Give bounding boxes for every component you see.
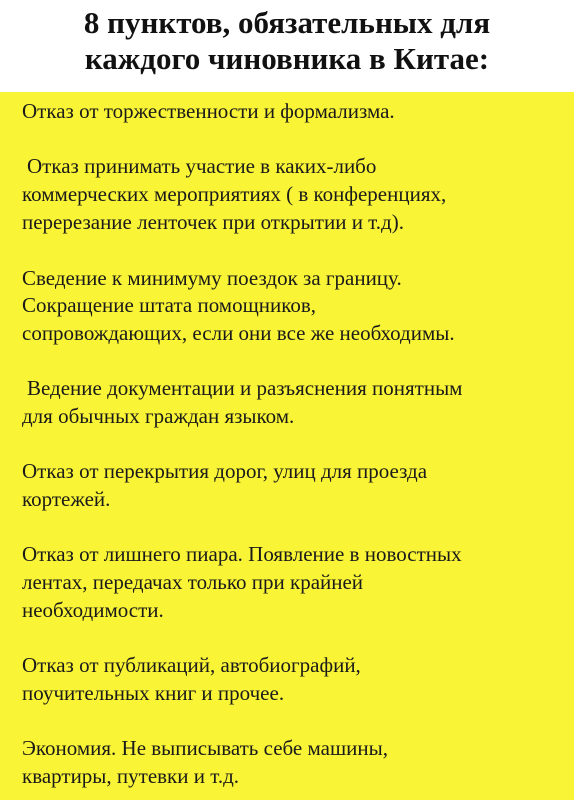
points-panel <box>0 92 574 800</box>
point-3-line-3: сопровождающих, если они все же необходимы. <box>22 321 455 345</box>
point-3-line-2: Сокращение штата помощников, <box>22 293 317 317</box>
point-2-line-2: коммерческих мероприятиях ( в конференциях, <box>22 182 447 206</box>
point-6-line-1: Отказ от лишнего пиара. Появление в новостных <box>22 542 462 566</box>
point-4-line-1: Ведение документации и разъяснения понятным <box>27 376 463 400</box>
point-8-line-2: квартиры, путевки и т.д. <box>22 764 240 788</box>
page-title-line-1: 8 пунктов, обязательных для <box>83 5 491 40</box>
point-1-line-1: Отказ от торжественности и формализма. <box>22 99 395 123</box>
point-3-line-1: Сведение к минимуму поездок за границу. <box>22 266 402 290</box>
point-2-line-3: перерезание ленточек при открытии и т.д). <box>22 210 404 234</box>
point-5-line-1: Отказ от перекрытия дорог, улиц для проезда <box>22 459 428 483</box>
point-7-line-1: Отказ от публикаций, автобиографий, <box>22 653 361 677</box>
point-7-line-2: поучительных книг и прочее. <box>22 681 285 705</box>
header-banner <box>0 0 574 92</box>
point-4-line-2: для обычных граждан языком. <box>22 404 295 428</box>
point-8-line-1: Экономия. Не выписывать себе машины, <box>22 736 388 760</box>
point-5-line-2: кортежей. <box>22 487 111 511</box>
point-6-line-2: лентах, передачах только при крайней <box>22 570 364 594</box>
point-6-line-3: необходимости. <box>22 598 164 622</box>
point-2-line-1: Отказ принимать участие в каких-либо <box>27 154 377 178</box>
page-title-line-2: каждого чиновника в Китае: <box>84 41 490 76</box>
